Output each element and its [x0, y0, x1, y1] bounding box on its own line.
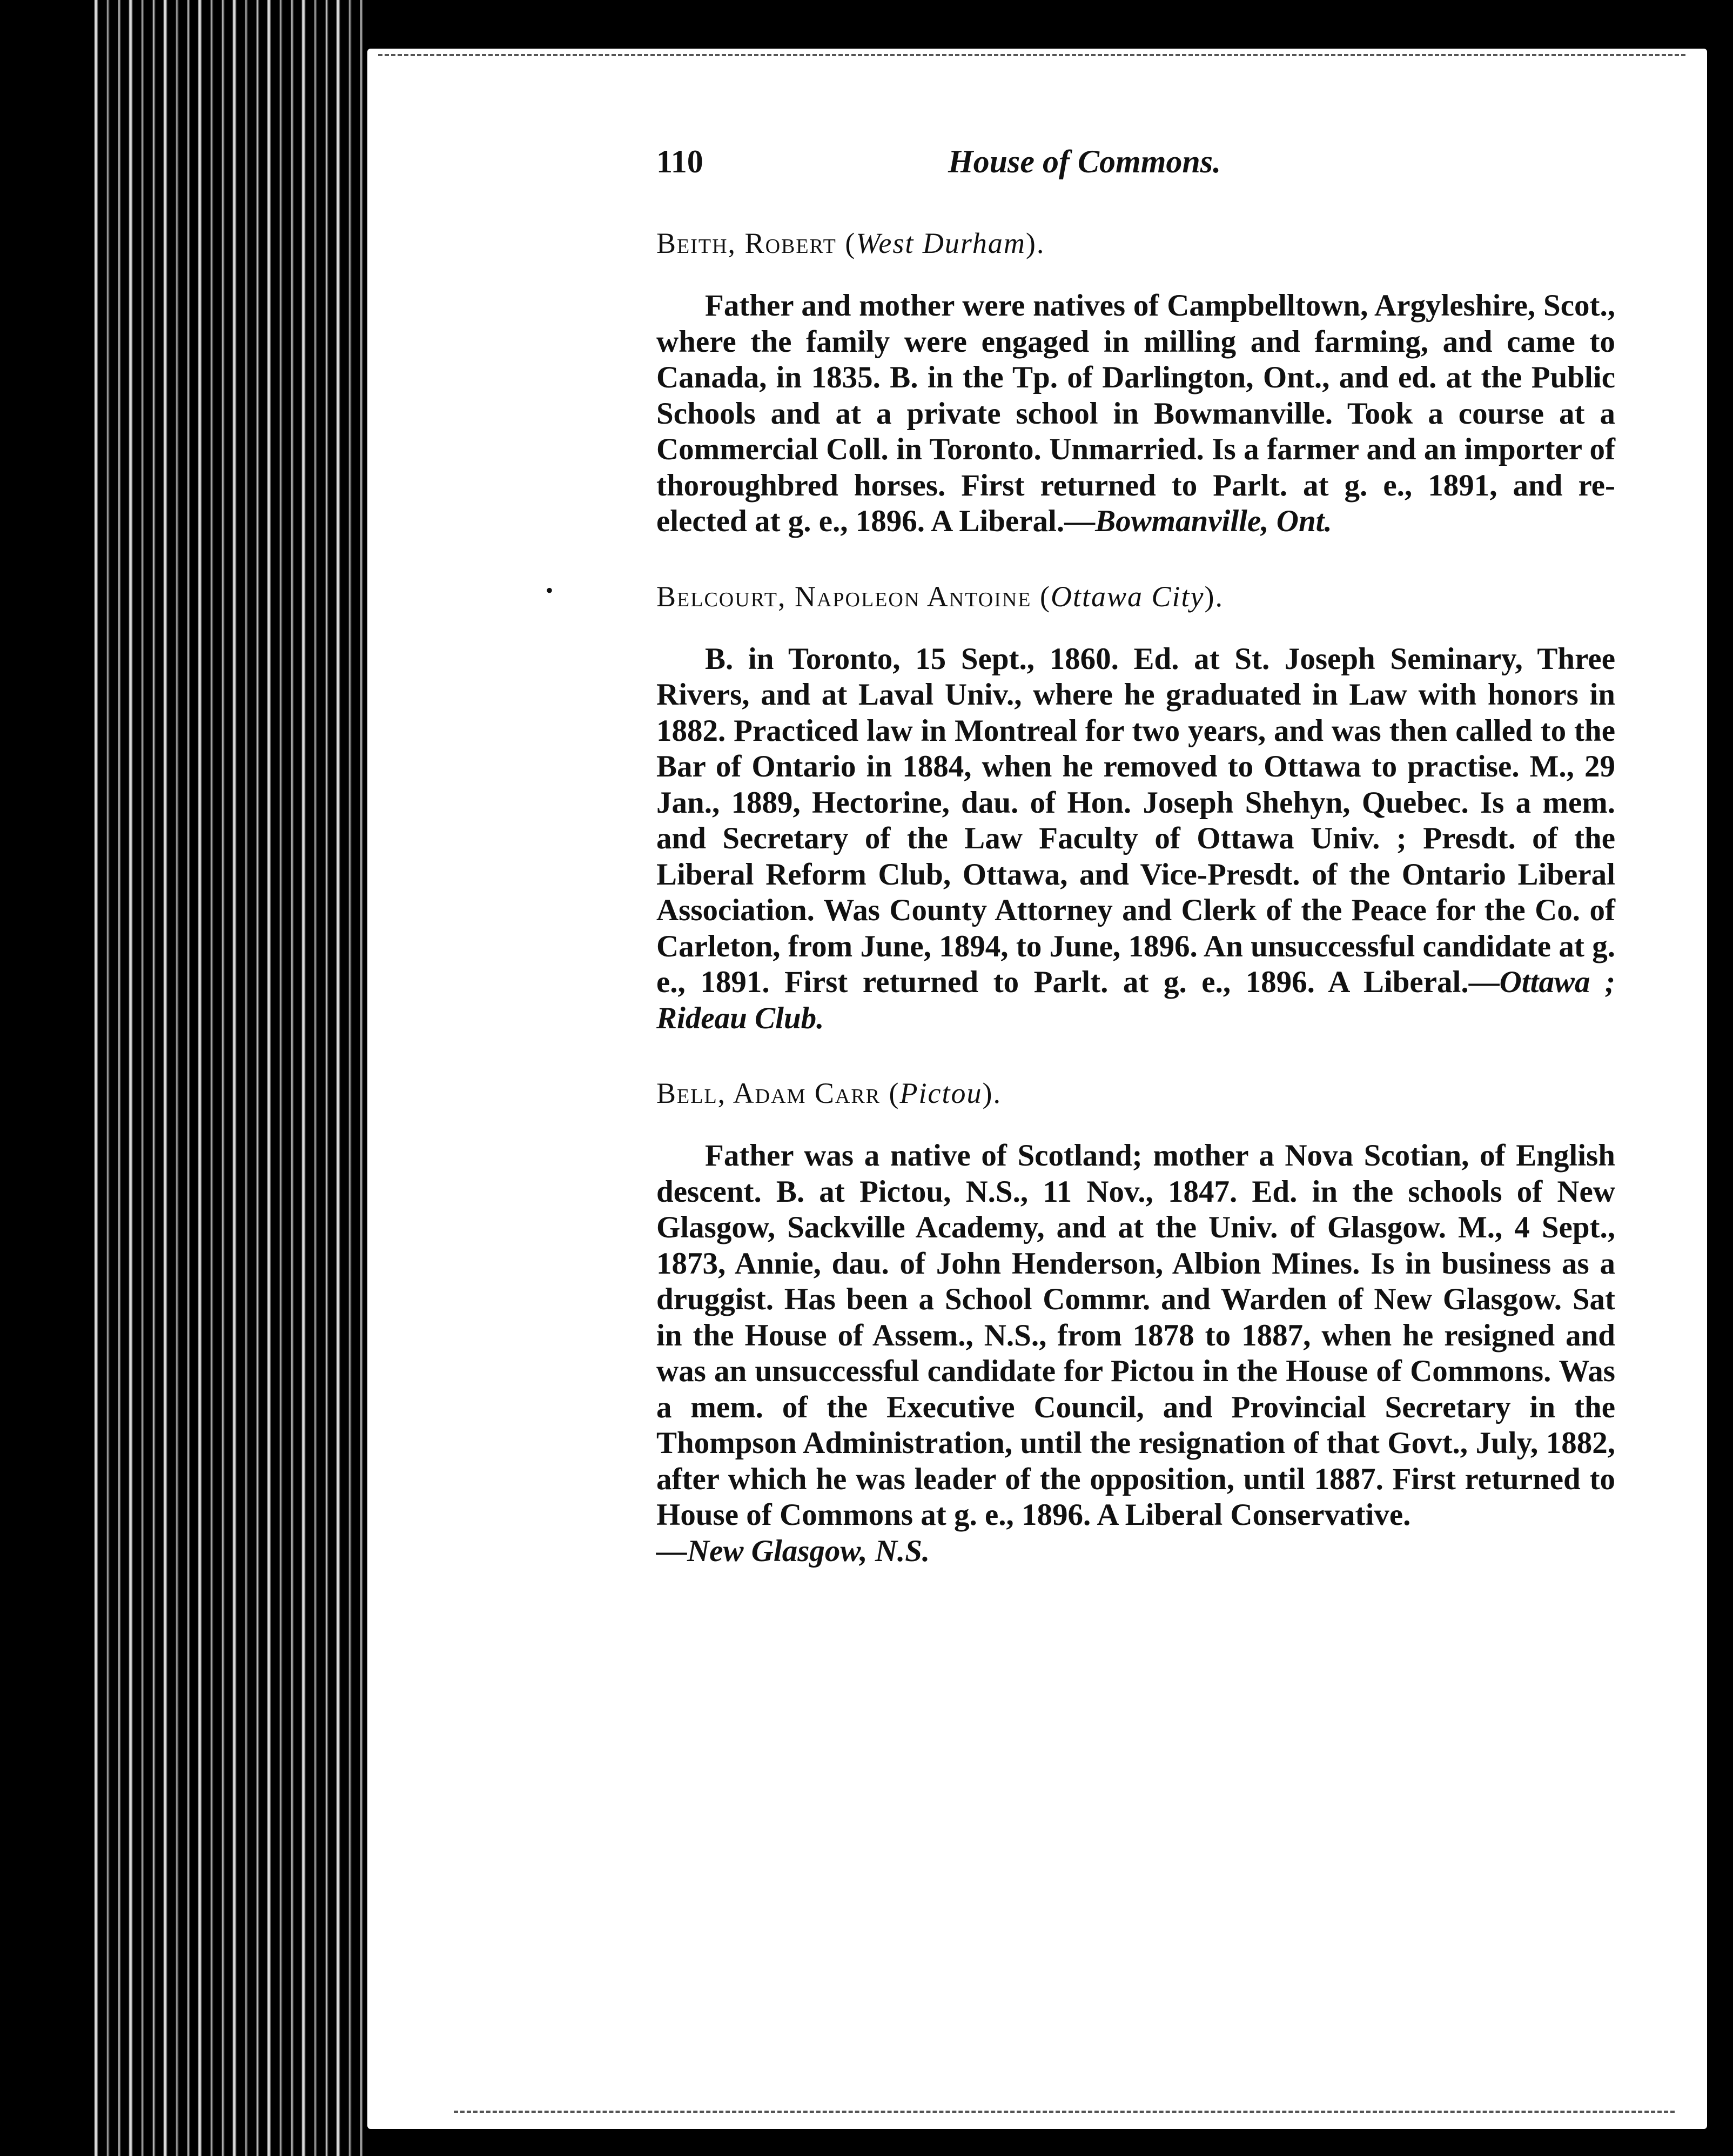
entry-residence: Ottawa ; Rideau Club.	[656, 965, 1616, 1035]
entry-riding: West Durham	[856, 227, 1026, 259]
entry-surname: Beith	[656, 227, 728, 259]
entry-riding: Pictou	[899, 1077, 983, 1109]
page-content	[546, 143, 1616, 1569]
entry-given-names: Napoleon Antoine	[794, 580, 1032, 613]
entry-surname: Belcourt	[656, 580, 778, 613]
entry-riding: Ottawa City	[1051, 580, 1205, 613]
entry-biography-text: B. in Toronto, 15 Sept., 1860. Ed. at St. Joseph Seminary, Three Rivers, and at Laval Univ., where he graduated in Law with honors in 1882. Practiced law in Montreal for two years, and was then called to the Bar of Ontario in 1884, when he removed to Ottawa to practise. M., 29 Jan., 1889, Hectorine, dau. of Hon. Joseph Shehyn, Quebec. Is a mem. and Secretary of the Law Faculty of Ottawa Univ. ; Presdt. of the Liberal Reform Club, Ottawa, and Vice-Presdt. of the Ontario Liberal Association. Was County Attorney and Clerk of the Peace for the Co. of Carleton, from June, 1894, to June, 1896. An unsuccessful candidate at g. e., 1891. First returned to Parlt. at g. e., 1896. A Liberal.—	[656, 641, 1615, 999]
entry-heading: Belcourt, Napoleon Antoine (Ottawa City).	[656, 580, 1224, 613]
entry-surname: Bell	[656, 1077, 718, 1109]
entry-biography	[656, 641, 1615, 1037]
book-spine-edge	[86, 0, 367, 2156]
entry-biography-text: Father was a native of Scotland; mother a Nova Scotian, of English descent. B. at Pictou, N.S., 11 Nov., 1847. Ed. in the schools of New Glasgow, Sackville Academy, and at the Univ. of Glasgow. M., 4 Sept., 1873, Annie, dau. of John Henderson, Albion Mines. Is in business as a druggist. Has been a School Commr. and Warden of New Glasgow. Sat in the House of Assem., N.S., from 1878 to 1887, when he resigned and was an unsuccessful candidate for Pictou in the House of Commons. Was a mem. of the Executive Council, and Provincial Secretary in the Thompson Administration, until the resignation of that Govt., July, 1882, after which he was leader of the opposition, until 1887. First returned to House of Commons at g. e., 1896. A Liberal Conservative.	[656, 1139, 1615, 1532]
entry-given-names: Robert	[744, 227, 837, 259]
page-top-edge	[378, 54, 1685, 62]
entry-residence: —New Glasgow, N.S.	[656, 1534, 930, 1568]
page-number: 110	[656, 144, 703, 179]
entry-biography-text: Father and mother were natives of Campbelltown, Argyleshire, Scot., where the family were engaged in milling and farming, and came to Canada, in 1835. B. in the Tp. of Darlington, Ont., and ed. at the Public Schools and at a private school in Bowmanville. Took a course at a Commercial Coll. in Toronto. Unmarried. Is a farmer and an importer of thoroughbred horses. First returned to Parlt. at g. e., 1891, and re-elected at g. e., 1896. A Liberal.—	[656, 289, 1615, 538]
page-bottom-edge	[454, 2105, 1675, 2113]
entry-biography	[656, 288, 1615, 540]
running-header	[656, 143, 1615, 203]
entry-belcourt	[546, 578, 1616, 1037]
entry-bell	[656, 1074, 1615, 1569]
entry-biography	[656, 1138, 1615, 1569]
entry-heading: Beith, Robert (West Durham).	[656, 227, 1045, 259]
entry-given-names: Adam Carr	[733, 1077, 881, 1109]
entry-beith	[656, 224, 1615, 540]
entry-residence: Bowmanville, Ont.	[1095, 504, 1332, 538]
running-title: House of Commons.	[948, 144, 1221, 179]
entry-heading: Bell, Adam Carr (Pictou).	[656, 1077, 1002, 1109]
margin-dot: •	[546, 578, 554, 602]
